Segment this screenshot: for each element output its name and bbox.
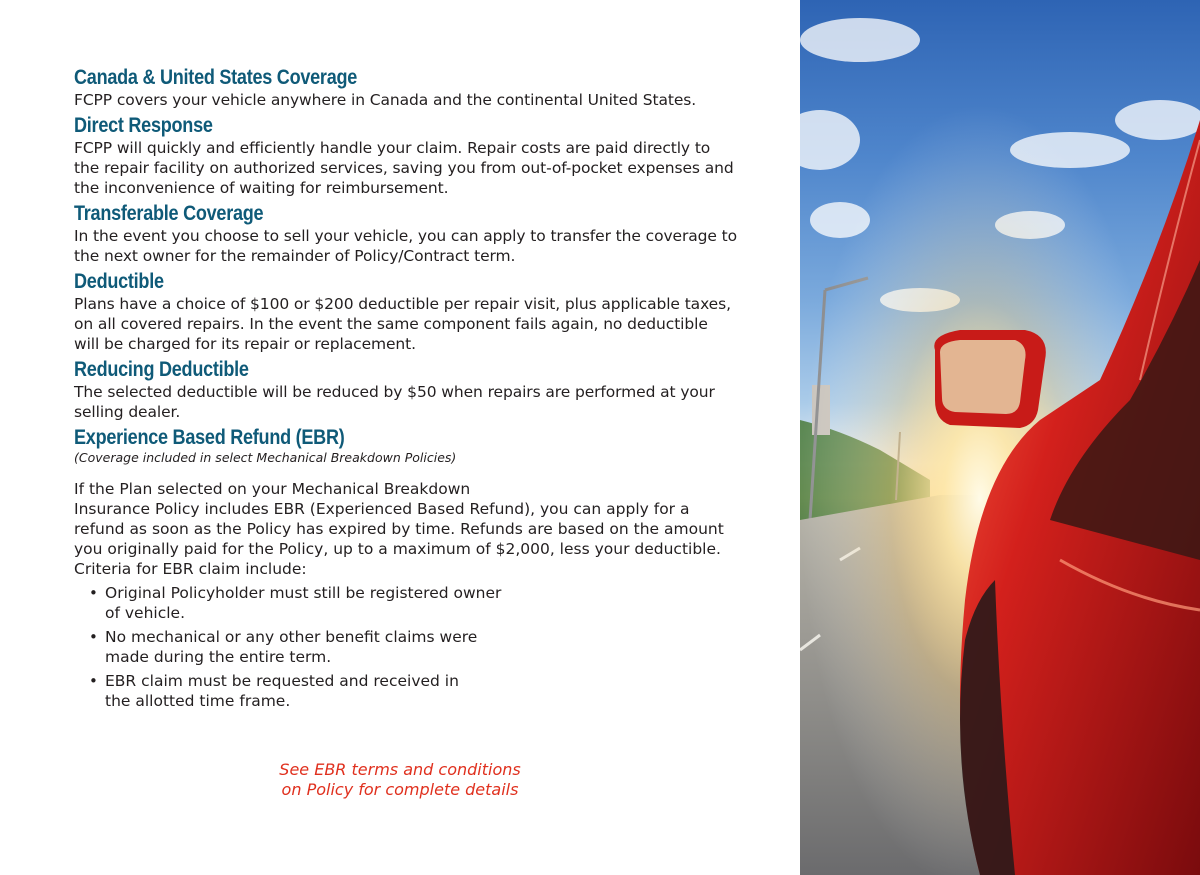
body-line: on all covered repairs. In the event the same component fails again, no deductible xyxy=(74,315,708,333)
list-item xyxy=(74,627,764,667)
body-line: selling dealer. xyxy=(74,403,181,421)
list-item xyxy=(74,583,764,623)
body-line: Insurance Policy includes EBR (Experienced Based Refund), you can apply for a xyxy=(74,500,690,518)
section-body xyxy=(74,226,764,266)
ebr-description xyxy=(74,479,764,579)
section-reducing-deductible xyxy=(74,358,764,422)
body-line: the repair facility on authorized services, saving you from out-of-pocket expenses and xyxy=(74,159,734,177)
list-item-line: Original Policyholder must still be registered owner xyxy=(105,584,502,602)
section-title: Deductible xyxy=(74,270,164,293)
list-item xyxy=(74,671,764,711)
section-body xyxy=(74,382,764,422)
bullet-icon: • xyxy=(89,628,98,646)
section-title: Experience Based Refund (EBR) xyxy=(74,426,345,449)
section-experience-based-refund xyxy=(74,426,764,711)
bullet-icon: • xyxy=(89,672,98,690)
note-line: on Policy for complete details xyxy=(281,780,519,799)
body-line: In the event you choose to sell your vehicle, you can apply to transfer the coverage to xyxy=(74,227,737,245)
body-line: the inconvenience of waiting for reimbursement. xyxy=(74,179,449,197)
body-line: will be charged for its repair or replacement. xyxy=(74,335,416,353)
bullet-icon: • xyxy=(89,584,98,602)
body-line: If the Plan selected on your Mechanical Breakdown xyxy=(74,480,471,498)
body-line: the next owner for the remainder of Policy/Contract term. xyxy=(74,247,516,265)
section-title: Direct Response xyxy=(74,114,213,137)
list-item-line: EBR claim must be requested and received in xyxy=(105,672,459,690)
body-line: Criteria for EBR claim include: xyxy=(74,560,307,578)
body-line: refund as soon as the Policy has expired by time. Refunds are based on the amount xyxy=(74,520,724,538)
body-line: FCPP will quickly and efficiently handle your claim. Repair costs are paid directly to xyxy=(74,139,711,157)
section-deductible xyxy=(74,270,764,354)
section-canada-us-coverage xyxy=(74,66,764,110)
list-item-line: made during the entire term. xyxy=(105,648,332,666)
section-direct-response xyxy=(74,114,764,198)
car-photo-illustration xyxy=(800,0,1200,875)
section-title: Reducing Deductible xyxy=(74,358,249,381)
body-line: you originally paid for the Policy, up to a maximum of $2,000, less your deductible. xyxy=(74,540,721,558)
ebr-terms-note xyxy=(200,760,600,800)
body-line: Plans have a choice of $100 or $200 deductible per repair visit, plus applicable taxes, xyxy=(74,295,731,313)
section-body xyxy=(74,138,764,198)
car-photo xyxy=(800,0,1200,875)
list-item-line: the allotted time frame. xyxy=(105,692,291,710)
section-body xyxy=(74,90,764,110)
coverage-text-column xyxy=(74,66,764,715)
body-line: FCPP covers your vehicle anywhere in Canada and the continental United States. xyxy=(74,91,697,109)
section-body xyxy=(74,294,764,354)
section-title: Transferable Coverage xyxy=(74,202,264,225)
body-line: The selected deductible will be reduced by $50 when repairs are performed at your xyxy=(74,383,715,401)
list-item-line: of vehicle. xyxy=(105,604,185,622)
note-line: See EBR terms and conditions xyxy=(279,760,521,779)
ebr-criteria-list xyxy=(74,583,764,711)
section-title: Canada & United States Coverage xyxy=(74,66,358,89)
section-transferable-coverage xyxy=(74,202,764,266)
coverage-note: (Coverage included in select Mechanical Breakdown Policies) xyxy=(74,450,457,465)
list-item-line: No mechanical or any other benefit claims were xyxy=(105,628,478,646)
